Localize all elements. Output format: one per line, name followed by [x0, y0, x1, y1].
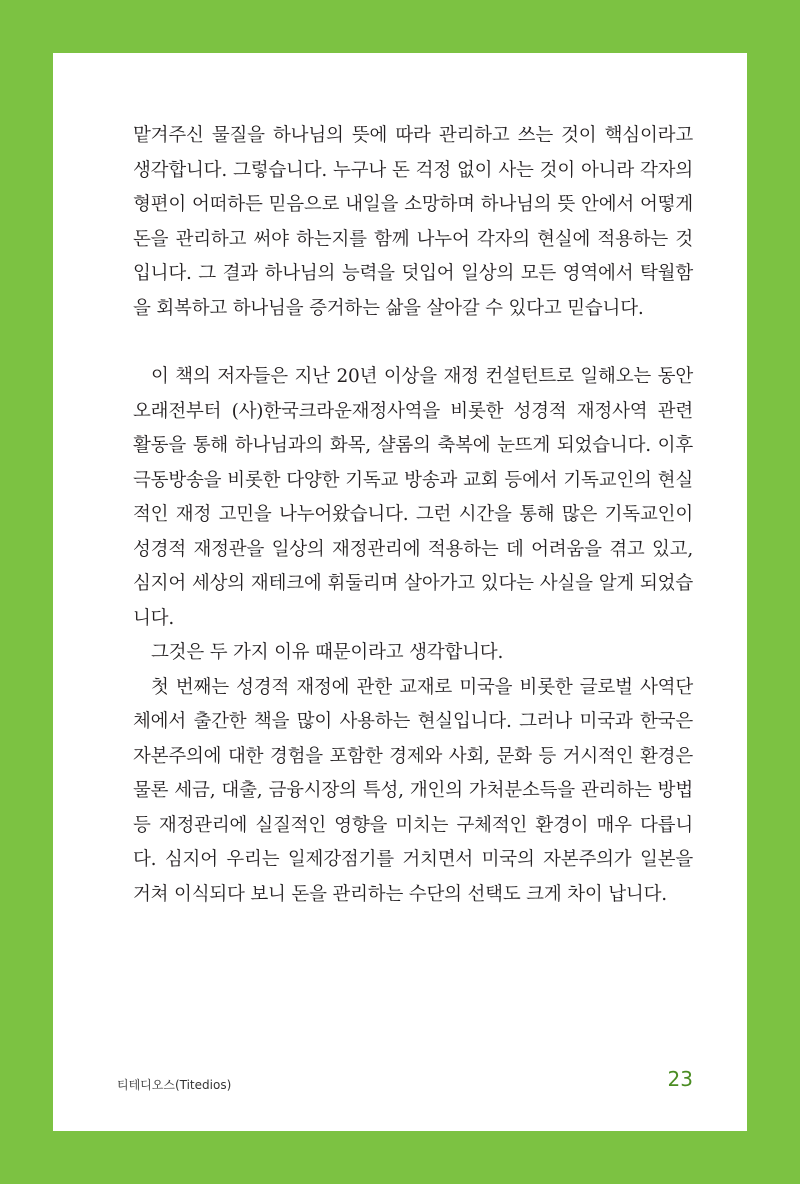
paragraph-2: 이 책의 저자들은 지난 20년 이상을 재정 컨설턴트로 일해오는 동안 오래전부터 (사)한국크라운재정사역을 비롯한 성경적 재정사역 관련 활동을 통해 하나님과의 화목, 샬롬의 축복에 눈뜨게 되었습니다. 이후 극동방송을 비롯한 다양한 기독교 방송과 교회 등에서 기독교인의 현실적인 재정 고민을 나누어왔습니다. 그런 시간을 통해 많은 기독교인이 성경적 재정관을 일상의 재정관리에 적용하는 데 어려움을 겪고 있고, 심지어 세상의 재테크에 휘둘리며 살아가고 있다는 사실을 알게 되었습니다. [133, 366, 693, 629]
publisher-label: 티테디오스(Titedios) [117, 1078, 232, 1092]
book-page [53, 53, 747, 1131]
paragraph-4: 첫 번째는 성경적 재정에 관한 교재로 미국을 비롯한 글로벌 사역단체에서 출간한 책을 많이 사용하는 현실입니다. 그러나 미국과 한국은 자본주의에 대한 경험을 포함한 경제와 사회, 문화 등 거시적인 환경은 물론 세금, 대출, 금융시장의 특성, 개인의 가처분소득을 관리하는 방법 등 재정관리에 실질적인 영향을 미치는 구체적인 환경이 매우 다릅니다. 심지어 우리는 일제강점기를 거치면서 미국의 자본주의가 일본을 거쳐 이식되다 보니 돈을 관리하는 수단의 선택도 크게 차이 납니다. [133, 676, 693, 905]
paragraph-3: 그것은 두 가지 이유 때문이라고 생각합니다. [151, 642, 504, 663]
page-number: 23 [667, 1067, 693, 1091]
body-text [133, 119, 693, 912]
paragraph-1: 맡겨주신 물질을 하나님의 뜻에 따라 관리하고 쓰는 것이 핵심이라고 생각합니다. 그렇습니다. 누구나 돈 걱정 없이 사는 것이 아니라 각자의 형편이 어떠하든 믿음으로 내일을 소망하며 하나님의 뜻 안에서 어떻게 돈을 관리하고 써야 하는지를 함께 나누어 각자의 현실에 적용하는 것입니다. 그 결과 하나님의 능력을 덧입어 일상의 모든 영역에서 탁월함을 회복하고 하나님을 증거하는 삶을 살아갈 수 있다고 믿습니다. [133, 125, 693, 319]
